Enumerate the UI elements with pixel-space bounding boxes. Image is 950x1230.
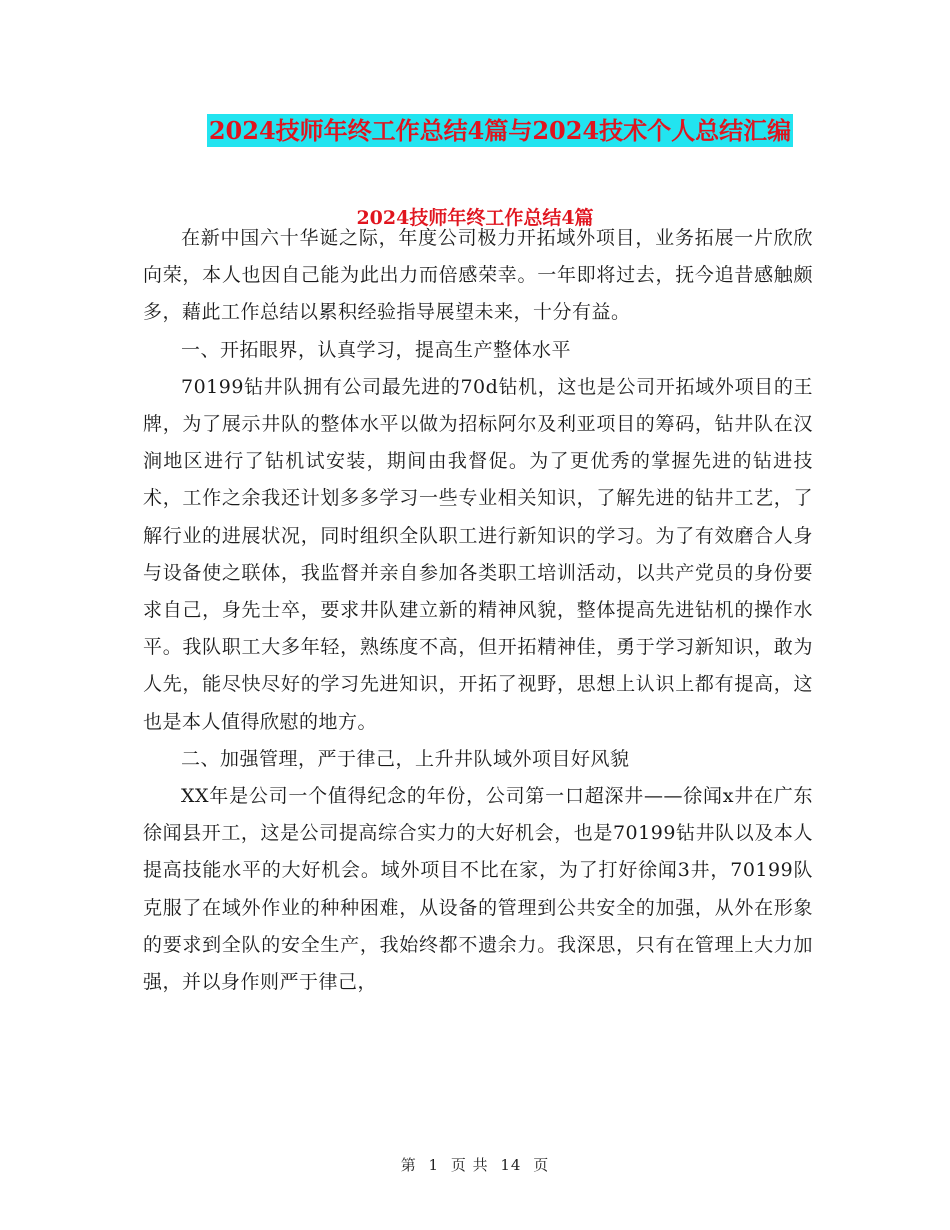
paragraph-section-1: 70199钻井队拥有公司最先进的70d钻机，这也是公司开拓域外项目的王牌，为了展示井队的整体水平以做为招标阿尔及利亚项目的筹码，钻井队在汉涧地区进行了钻机试安装，期间由我督促。为了更优秀的掌握先进的钻进技术，工作之余我还计划多多学习一些专业相关知识，了解先进的钻井工艺，了解行业的进展状况，同时组织全队职工进行新知识的学习。为了有效磨合人身与设备使之联体，我监督并亲自参加各类职工培训活动，以共产党员的身份要求自己，身先士卒，要求井队建立新的精神风貌，整体提高先进钻机的操作水平。我队职工大多年轻，熟练度不高，但开拓精神佳，勇于学习新知识，敢为人先，能尽快尽好的学习先进知识，开拓了视野，思想上认识上都有提高，这也是本人值得欣慰的地方。 [143,375,813,733]
page-footer [0,1154,950,1176]
footer-middle: 页 共 [450,1156,489,1174]
document-sub-title: 2024技师年终工作总结4篇 [356,207,594,229]
section-heading-1: 一、开拓眼界，认真学习，提高生产整体水平 [181,338,572,361]
paragraph-intro: 在新中国六十华诞之际，年度公司极力开拓域外项目，业务拓展一片欣欣向荣，本人也因自己能为此出力而倍感荣幸。一年即将过去，抚今追昔感触颇多，藉此工作总结以累积经验指导展望未来，十分有益。 [143,227,813,324]
paragraph-section-2: XX年是公司一个值得纪念的年份，公司第一口超深井——徐闻x井在广东徐闻县开工，这是公司提高综合实力的大好机会，也是70199钻井队以及本人提高技能水平的大好机会。域外项目不比在家，为了打好徐闻3井，70199队克服了在域外作业的种种困难，从设备的管理到公共安全的加强，从外在形象的要求到全队的安全生产，我始终都不遗余力。我深思，只有在管理上大力加强，并以身作则严于律己， [143,785,813,994]
footer-page-number: 1 [428,1156,440,1174]
section-heading-2: 二、加强管理，严于律己，上升井队域外项目好风貌 [181,747,630,770]
footer-total-pages: 14 [500,1156,522,1174]
document-body [143,220,813,1001]
footer-prefix: 第 [400,1156,417,1174]
document-main-title [0,113,950,149]
footer-suffix: 页 [533,1156,550,1174]
main-title-text: 2024技师年终工作总结4篇与2024技术个人总结汇编 [208,116,792,145]
